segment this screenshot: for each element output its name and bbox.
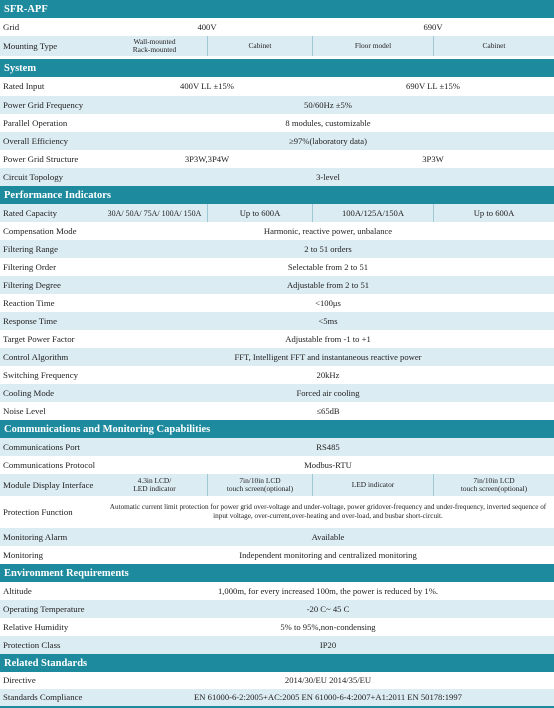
protection-class-value: IP20 <box>319 639 337 650</box>
mounting-d: Cabinet <box>433 36 554 56</box>
row-filtering-order <box>0 258 554 276</box>
row-compensation <box>0 222 554 240</box>
display-a: 4.3in LCD/ LED indicator <box>133 476 176 493</box>
row-rated-input <box>0 77 554 96</box>
row-mounting <box>0 36 554 56</box>
row-port <box>0 438 554 456</box>
row-humidity <box>0 618 554 636</box>
display-b: 7in/10in LCD touch screen(optional) <box>207 474 312 496</box>
capacity-c: 100A/125A/150A <box>312 204 433 222</box>
row-display <box>0 474 554 496</box>
performance-header-text: Performance Indicators <box>4 189 112 201</box>
rated-input-label: Rated Input <box>3 81 45 91</box>
row-cooling <box>0 384 554 402</box>
display-d: 7in/10in LCD touch screen(optional) <box>433 474 554 496</box>
row-noise <box>0 402 554 420</box>
row-algorithm <box>0 348 554 366</box>
row-altitude <box>0 582 554 600</box>
capacity-a: 30A/ 50A/ 75A/ 100A/ 150A <box>107 208 202 218</box>
frequency-value: 50/60Hz ±5% <box>304 99 352 110</box>
comms-header <box>0 420 554 438</box>
humidity-label: Relative Humidity <box>3 621 69 632</box>
switching-value: 20kHz <box>316 369 340 380</box>
temperature-value: -20 C~ 45 C <box>306 603 350 614</box>
row-protection-class <box>0 636 554 654</box>
display-label: Module Display Interface <box>3 479 94 490</box>
monitoring-label: Monitoring <box>3 549 44 560</box>
system-header-text: System <box>4 62 37 74</box>
rated-input-400: 400V LL ±15% <box>180 81 234 91</box>
cooling-label: Cooling Mode <box>3 387 55 398</box>
reaction-value: <100μs <box>315 297 341 308</box>
efficiency-value: ≥97%(laboratory data) <box>289 135 367 146</box>
environment-header-text: Environment Requirements <box>4 567 129 579</box>
algorithm-value: FFT, Intelligent FFT and instantaneous reactive power <box>234 351 422 362</box>
directive-label: Directive <box>3 675 36 685</box>
comms-header-text: Communications and Monitoring Capabilities <box>4 423 211 435</box>
structure-400: 3P3W,3P4W <box>184 153 230 164</box>
switching-label: Switching Frequency <box>3 369 79 380</box>
grid-label: Grid <box>3 21 20 32</box>
algorithm-label: Control Algorithm <box>3 351 69 362</box>
compensation-value: Harmonic, reactive power, unbalance <box>263 225 393 236</box>
compliance-label: Standards Compliance <box>3 692 83 702</box>
altitude-label: Altitude <box>3 585 32 596</box>
system-header <box>0 59 554 77</box>
grid-400v: 400V <box>197 21 217 32</box>
title-header <box>0 0 554 18</box>
noise-label: Noise Level <box>3 405 46 416</box>
topology-value: 3-level <box>316 171 340 182</box>
response-value: <5ms <box>318 315 338 326</box>
protection-label: Protection Function <box>3 506 73 517</box>
display-c: LED indicator <box>312 474 433 496</box>
directive-value: 2014/30/EU 2014/35/EU <box>284 675 372 685</box>
noise-value: ≤65dB <box>316 405 340 416</box>
row-parallel <box>0 114 554 132</box>
parallel-label: Parallel Operation <box>3 117 68 128</box>
row-filtering-degree <box>0 276 554 294</box>
standards-header <box>0 654 554 672</box>
row-topology <box>0 168 554 186</box>
filtering-degree-value: Adjustable from 2 to 51 <box>286 279 370 290</box>
temperature-label: Operating Temperature <box>3 603 85 614</box>
row-reaction <box>0 294 554 312</box>
row-response <box>0 312 554 330</box>
row-alarm <box>0 528 554 546</box>
mounting-label: Mounting Type <box>3 40 58 51</box>
compensation-label: Compensation Mode <box>3 225 77 236</box>
structure-690: 3P3W <box>422 153 444 164</box>
row-structure <box>0 150 554 168</box>
mounting-b: Cabinet <box>207 36 312 56</box>
protocol-value: Modbus-RTU <box>304 459 352 470</box>
frequency-label: Power Grid Frequency <box>3 99 84 110</box>
row-compliance <box>0 689 554 706</box>
row-protocol <box>0 456 554 474</box>
protocol-label: Communications Protocol <box>3 459 96 470</box>
protection-class-label: Protection Class <box>3 639 61 650</box>
row-efficiency <box>0 132 554 150</box>
port-label: Communications Port <box>3 441 80 452</box>
capacity-label: Rated Capacity <box>3 207 57 218</box>
humidity-value: 5% to 95%,non-condensing <box>280 621 376 632</box>
capacity-b: Up to 600A <box>207 204 312 222</box>
filtering-order-label: Filtering Order <box>3 261 57 272</box>
mounting-c: Floor model <box>312 36 433 56</box>
row-directive <box>0 672 554 689</box>
compliance-value: EN 61000-6-2:2005+AC:2005 EN 61000-6-4:2007+A1:2011 EN 50178:1997 <box>194 692 462 702</box>
row-power-factor <box>0 330 554 348</box>
port-value: RS485 <box>316 441 340 452</box>
row-switching <box>0 366 554 384</box>
row-temperature <box>0 600 554 618</box>
row-frequency <box>0 96 554 114</box>
power-factor-label: Target Power Factor <box>3 333 75 344</box>
altitude-value: 1,000m, for every increased 100m, the power is reduced by 1%. <box>217 585 439 596</box>
row-grid <box>0 18 554 36</box>
filtering-range-value: 2 to 51 orders <box>304 243 352 254</box>
performance-header <box>0 186 554 204</box>
standards-header-text: Related Standards <box>4 657 88 669</box>
filtering-range-label: Filtering Range <box>3 243 58 254</box>
row-protection <box>0 496 554 528</box>
topology-label: Circuit Topology <box>3 171 64 182</box>
row-capacity <box>0 204 554 222</box>
grid-690v: 690V <box>423 21 443 32</box>
mounting-a: Wall-mounted Rack-mounted <box>132 37 177 54</box>
filtering-degree-label: Filtering Degree <box>3 279 61 290</box>
row-monitoring <box>0 546 554 564</box>
efficiency-label: Overall Efficiency <box>3 135 69 146</box>
monitoring-value: Independent monitoring and centralized monitoring <box>239 549 417 560</box>
power-factor-value: Adjustable from -1 to +1 <box>285 333 371 344</box>
parallel-value: 8 modules, customizable <box>285 117 371 128</box>
environment-header <box>0 564 554 582</box>
cooling-value: Forced air cooling <box>296 387 360 398</box>
reaction-label: Reaction Time <box>3 297 55 308</box>
protection-value: Automatic current limit protection for power grid over-voltage and under-voltage, power gridover-frequency and under-frequency, inverted sequence of input voltage, over-current,over-heating and over-load, and busbar short-circuit. <box>109 503 547 520</box>
response-label: Response Time <box>3 315 58 326</box>
alarm-value: Available <box>311 531 345 542</box>
rated-input-690: 690V LL ±15% <box>406 81 460 91</box>
structure-label: Power Grid Structure <box>3 153 79 164</box>
title: SFR-APF <box>4 3 48 15</box>
filtering-order-value: Selectable from 2 to 51 <box>287 261 369 272</box>
row-filtering-range <box>0 240 554 258</box>
capacity-d: Up to 600A <box>433 204 554 222</box>
alarm-label: Monitoring Alarm <box>3 531 68 542</box>
